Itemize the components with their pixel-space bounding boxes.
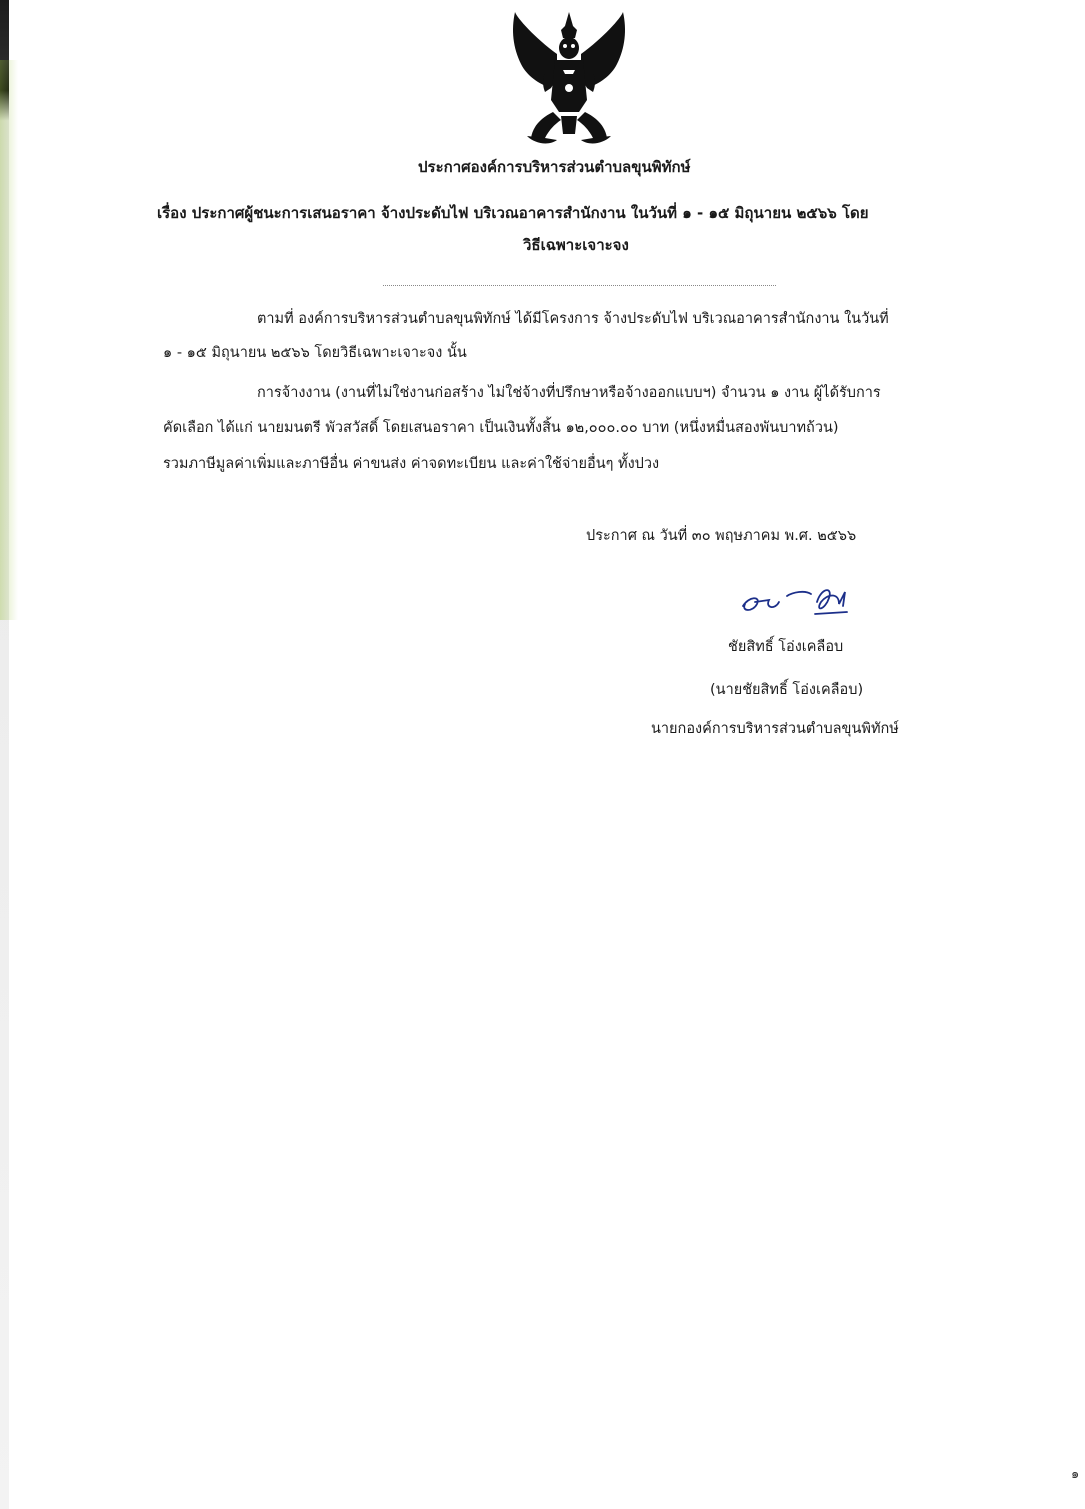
- announcement-date: ประกาศ ณ วันที่ ๓๐ พฤษภาคม พ.ศ. ๒๕๖๖: [586, 528, 857, 544]
- signer-position: นายกองค์การบริหารส่วนตำบลขุนพิทักษ์: [651, 721, 899, 737]
- para2-line1: การจ้างงาน (งานที่ไม่ใช่งานก่อสร้าง ไม่ใช่จ้างที่ปรึกษาหรือจ้างออกแบบฯ) จำนวน ๑ งาน ผู้ได้รับการ: [257, 385, 881, 401]
- subject-line-2: วิธีเฉพาะเจาะจง: [523, 236, 629, 254]
- divider-rule: [383, 285, 776, 286]
- signer-full-name: (นายชัยสิทธิ์ โอ่งเคลือบ): [710, 682, 864, 698]
- garuda-emblem-icon: [505, 8, 633, 148]
- handwritten-signature-icon: [735, 582, 860, 622]
- subject-line-1: เรื่อง ประกาศผู้ชนะการเสนอราคา จ้างประดับไฟ บริเวณอาคารสำนักงาน ในวันที่ ๑ - ๑๕ มิถุนายน ๒๕๖๖ โดย: [157, 204, 869, 222]
- para1-line1: ตามที่ องค์การบริหารส่วนตำบลขุนพิทักษ์ ได้มีโครงการ จ้างประดับไฟ บริเวณอาคารสำนักงาน ในวันที่: [257, 311, 889, 327]
- para2-line2: คัดเลือก ได้แก่ นายมนตรี พัวสวัสดิ์ โดยเสนอราคา เป็นเงินทั้งสิ้น ๑๒,๐๐๐.๐๐ บาท (หนึ่งหมื่นสองพันบาทถ้วน): [163, 420, 839, 436]
- para1-line2: ๑ - ๑๕ มิถุนายน ๒๕๖๖ โดยวิธีเฉพาะเจาะจง นั้น: [163, 345, 467, 361]
- org-title: ประกาศองค์การบริหารส่วนตำบลขุนพิทักษ์: [418, 158, 691, 176]
- para2-line3: รวมภาษีมูลค่าเพิ่มและภาษีอื่น ค่าขนส่ง ค่าจดทะเบียน และค่าใช้จ่ายอื่นๆ ทั้งปวง: [163, 456, 660, 472]
- scan-edge-tint: [0, 60, 18, 620]
- signer-name: ชัยสิทธิ์ โอ่งเคลือบ: [728, 639, 844, 655]
- page-mark: ๑: [1071, 1467, 1080, 1482]
